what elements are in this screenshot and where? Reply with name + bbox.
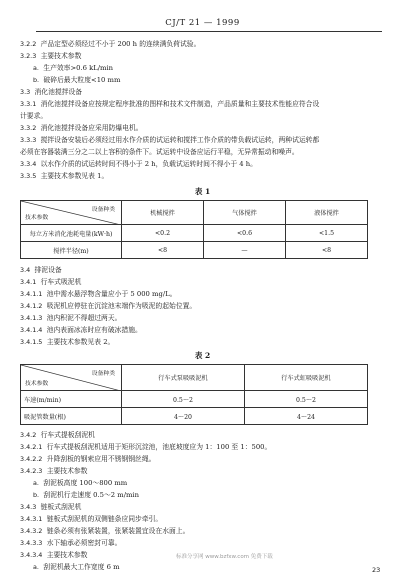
list-item: a. 生产效率>0.6 kL/min xyxy=(33,64,114,72)
table-row xyxy=(21,225,368,242)
table1-row-label: 每立方米消化池耗电量(kW·h) xyxy=(21,225,122,242)
clause-line: 3.4.3.4 主要技术参数 xyxy=(20,551,88,559)
table2-cell: 0.5～2 xyxy=(245,391,368,408)
clause-line: 3.3.5 主要技术参数见表 1。 xyxy=(20,172,109,180)
clause-line: 3.3.1 消化池搅拌设备应按规定程序批准的图样和技术文件制造，产品质量和主要技术性能应符合设 xyxy=(20,100,320,108)
table1-cell: <8 xyxy=(286,242,368,259)
clause-line: 3.4.1.5 主要技术参数见表 2。 xyxy=(20,338,115,346)
clause-line: 3.4.1.1 池中需水悬浮物含量应小于 5 000 mg/L。 xyxy=(20,290,177,298)
table2-cell: 4～24 xyxy=(245,408,368,425)
clause-line: 3.4.2.3 主要技术参数 xyxy=(20,467,88,475)
table2 xyxy=(20,364,368,425)
clause-line: 3.4.3 链板式刮泥机 xyxy=(20,503,82,511)
table-row xyxy=(21,408,368,425)
table1-col-header: 机械搅拌 xyxy=(122,201,204,225)
clause-line: 3.4.2.1 行车式提板刮泥机适用于矩形沉淀池，池底坡度应为 1：100 至 1：500。 xyxy=(20,443,272,451)
clause-continuation: 计要求。 xyxy=(20,112,48,120)
table2-row-label: 吸泥管数量(根) xyxy=(21,408,122,425)
clause-line: 3.3.3 搅拌设备安装后必须经过用水作介质的试运转和搅拌工作介质的带负载试运转，两种试运转都 xyxy=(20,136,320,144)
clause-line: 3.4.3.1 链板式刮泥机的双侧链条应同步牵引。 xyxy=(20,515,163,523)
table1-cell: <0.2 xyxy=(122,225,204,242)
clause-line: 3.4.3.2 链条必须有张紧装置，张紧装置宜设在水面上。 xyxy=(20,527,190,535)
table1-col-header: 气体搅拌 xyxy=(204,201,286,225)
section-heading: 3.4 排泥设备 xyxy=(20,266,62,274)
list-item: a. 刮泥机最大工作宽度 6 m xyxy=(33,563,120,571)
table-row xyxy=(21,391,368,408)
clause-line: 3.4.1.3 池内积泥不得超过两天。 xyxy=(20,314,122,322)
table1-caption: 表 1 xyxy=(194,187,211,196)
table2-col-header: 行车式泵吸吸泥机 xyxy=(122,365,245,391)
list-item: b. 破碎后最大粒度<10 mm xyxy=(33,76,121,84)
table1 xyxy=(20,200,368,259)
clause-line: 3.4.1 行车式吸泥机 xyxy=(20,278,82,286)
clause-line: 3.2.3 主要技术参数 xyxy=(20,52,82,60)
table2-caption: 表 2 xyxy=(194,351,211,360)
table2-col-header: 行车式虹吸吸泥机 xyxy=(245,365,368,391)
table1-corner: 设备种类 技术参数 xyxy=(21,201,122,225)
clause-line: 3.4.3.3 水下轴承必须密封可靠。 xyxy=(20,539,122,547)
table1-cell: <1.5 xyxy=(286,225,368,242)
table1-col-header: 液体搅拌 xyxy=(286,201,368,225)
watermark-text: 标准分享网 www.bzfxw.com 免费下载 xyxy=(176,554,273,560)
table2-row-label: 车速(m/min) xyxy=(21,391,122,408)
table-row xyxy=(21,242,368,259)
table1-row-label: 搅拌半径(m) xyxy=(21,242,122,259)
header-rule xyxy=(36,31,382,32)
clause-line: 3.3.4 以水作介质的试运转时间不得小于 2 h，负载试运转时间不得小于 4 h。 xyxy=(20,160,257,168)
clause-line: 3.4.1.4 池内表面冰冻时应有破冰措施。 xyxy=(20,326,142,334)
clause-line: 3.2.2 产品定型必须经过不小于 200 h 的连续满负荷试验。 xyxy=(20,40,201,48)
page-number: 23 xyxy=(372,566,381,574)
clause-line: 3.3.2 消化池搅拌设备应采用防爆电机。 xyxy=(20,124,143,132)
table2-cell: 0.5～2 xyxy=(122,391,245,408)
clause-line: 3.4.1.2 吸泥机应停驻在沉淀池末端作为吸泥的起始位置。 xyxy=(20,302,197,310)
table2-cell: 4～20 xyxy=(122,408,245,425)
clause-line: 3.4.2 行车式提板刮泥机 xyxy=(20,431,95,439)
document-code: CJ/T 21 — 1999 xyxy=(165,18,240,28)
table1-cell: — xyxy=(204,242,286,259)
list-item: a. 刮泥板高度 100～800 mm xyxy=(33,479,128,487)
table2-corner: 设备种类 技术参数 xyxy=(21,365,122,391)
section-heading: 3.3 消化池搅拌设备 xyxy=(20,88,83,96)
table1-cell: <8 xyxy=(122,242,204,259)
table1-cell: <0.6 xyxy=(204,225,286,242)
clause-line: 3.4.2.2 升降刮板的钢索应用不锈钢钢丝绳。 xyxy=(20,455,156,463)
clause-continuation: 必须在容器装满三分之二以上容积的条件下。试运转中设备应运行平稳，无异常振动和噪声。 xyxy=(20,148,299,156)
list-item: b. 刮泥机行走速度 0.5～2 m/min xyxy=(33,491,139,499)
